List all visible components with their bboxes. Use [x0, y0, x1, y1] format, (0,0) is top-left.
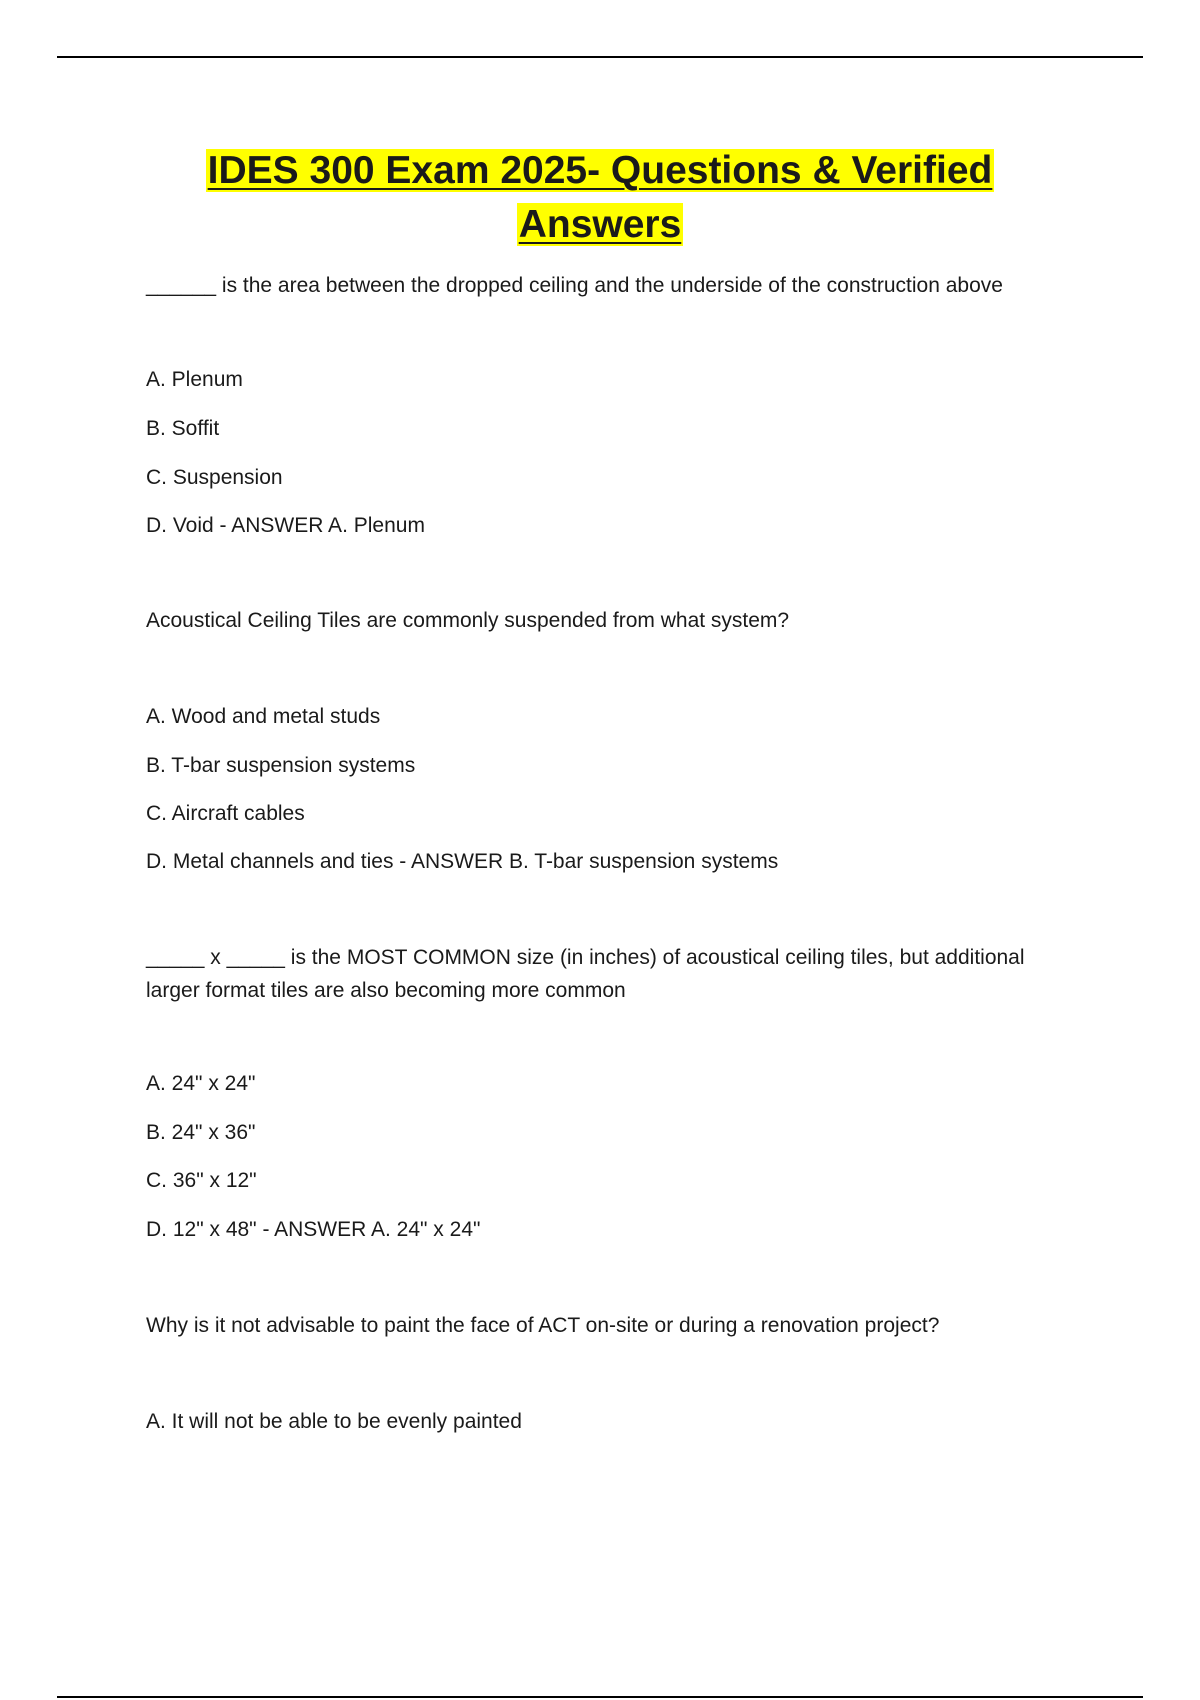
question-2-option-a: A. Wood and metal studs [146, 705, 381, 728]
question-4-option-a: A. It will not be able to be evenly painted [146, 1410, 522, 1433]
footer-rule [57, 1696, 1143, 1698]
question-3-prompt-line-1: _____ x _____ is the MOST COMMON size (in inches) of acoustical ceiling tiles, but additional [146, 946, 1025, 969]
question-1-prompt: ______ is the area between the dropped ceiling and the underside of the construction above [146, 274, 1003, 297]
title-line-2: Answers [518, 203, 682, 246]
question-1-option-b: B. Soffit [146, 417, 220, 440]
question-2-option-d: D. Metal channels and ties - ANSWER B. T-bar suspension systems [146, 850, 779, 873]
question-3-option-c: C. 36" x 12" [146, 1169, 257, 1192]
page-title [57, 144, 1143, 252]
question-2-option-b: B. T-bar suspension systems [146, 754, 416, 777]
question-3-prompt-line-2: larger format tiles are also becoming more common [146, 979, 626, 1002]
question-1-option-c: C. Suspension [146, 466, 283, 489]
question-1-option-a: A. Plenum [146, 368, 243, 391]
question-4-prompt: Why is it not advisable to paint the face of ACT on-site or during a renovation project? [146, 1314, 940, 1337]
header-rule [57, 56, 1143, 58]
question-2-prompt: Acoustical Ceiling Tiles are commonly suspended from what system? [146, 609, 790, 632]
question-3-option-b: B. 24" x 36" [146, 1121, 256, 1144]
title-line-1: IDES 300 Exam 2025- Questions & Verified [207, 149, 993, 192]
question-2-option-c: C. Aircraft cables [146, 802, 305, 825]
question-3-option-d: D. 12" x 48" - ANSWER A. 24" x 24" [146, 1218, 481, 1241]
question-1-option-d: D. Void - ANSWER A. Plenum [146, 514, 425, 537]
question-3-option-a: A. 24" x 24" [146, 1072, 256, 1095]
